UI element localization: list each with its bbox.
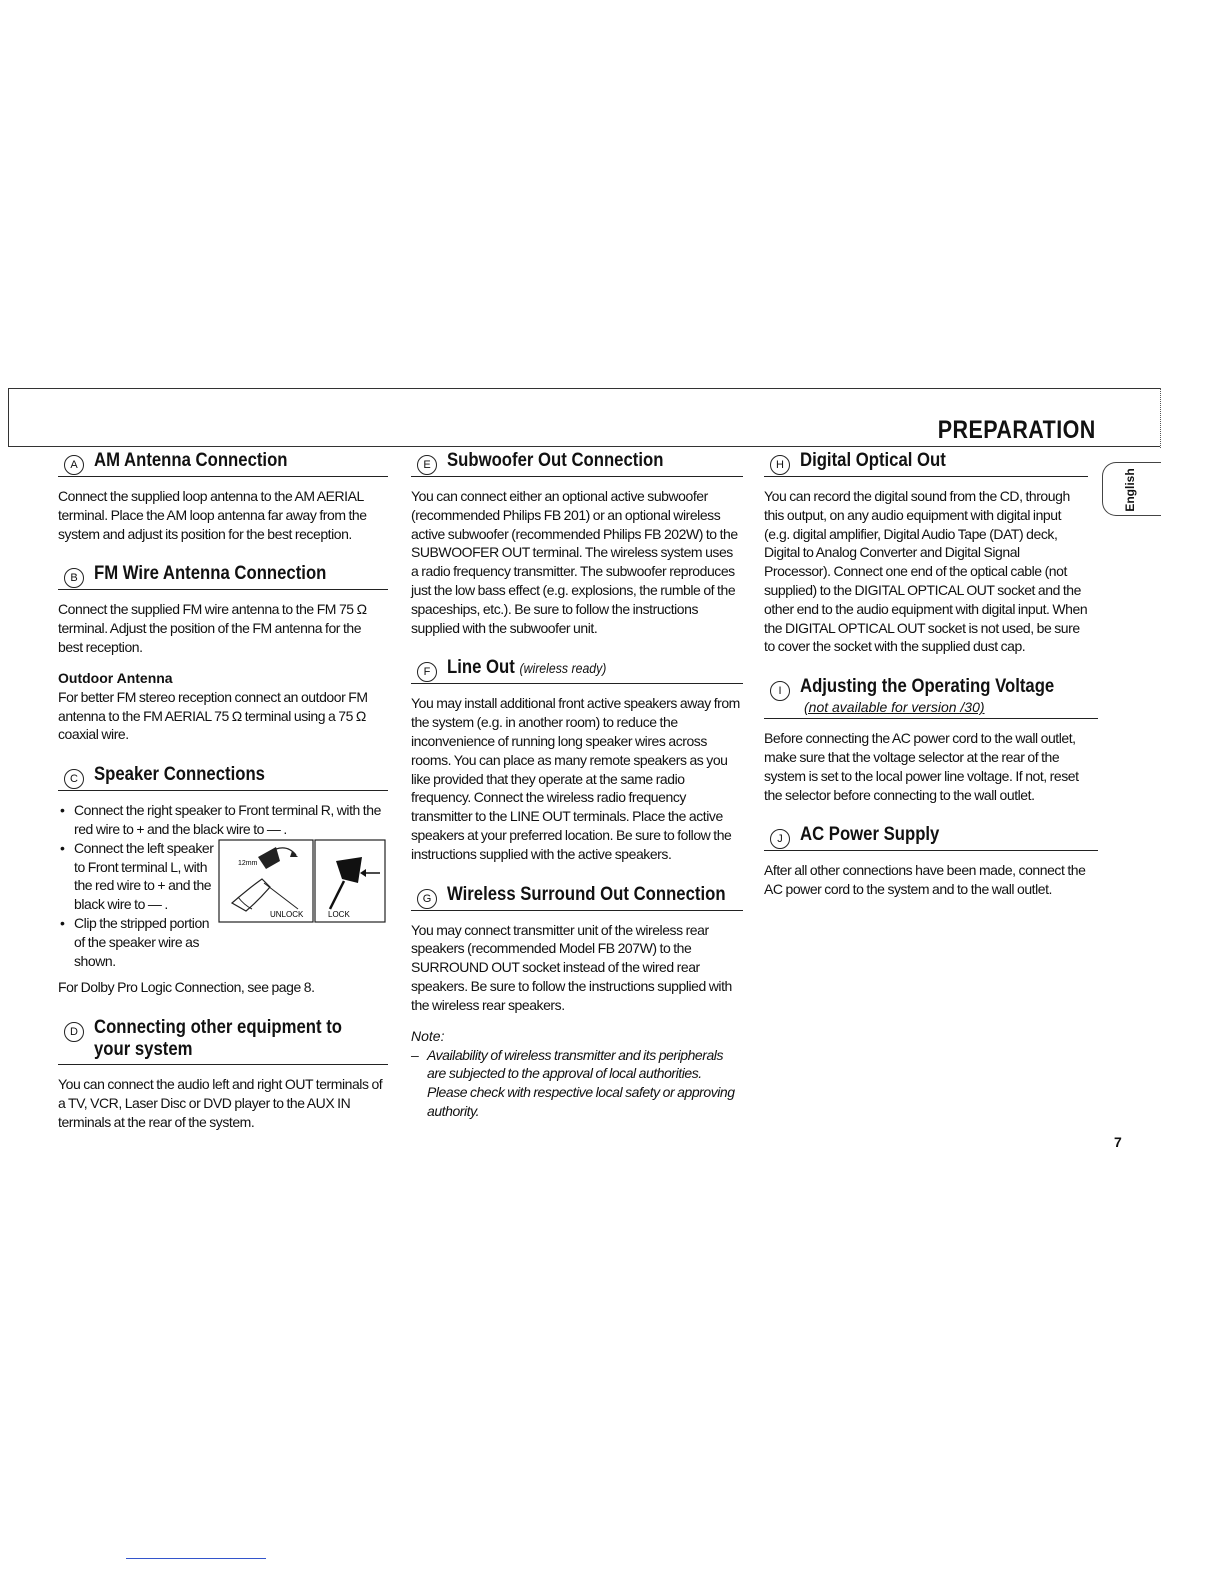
section-title-text: Connecting other equipment to your system xyxy=(94,1017,343,1061)
section-title-text: Adjusting the Operating Voltage xyxy=(800,676,1055,698)
section-title-text: Speaker Connections xyxy=(94,764,265,786)
wire-locked-icon xyxy=(330,881,344,909)
terminal-clip-icon xyxy=(258,847,280,869)
section-heading xyxy=(411,657,743,684)
section-letter-icon: E xyxy=(417,455,437,475)
section-title-text: FM Wire Antenna Connection xyxy=(94,563,327,585)
section-subwoofer-out xyxy=(411,450,743,637)
paragraph: Connect the supplied FM wire antenna to the FM 75 Ω terminal. Adjust the position of the FM antenna for the best reception. xyxy=(58,601,367,655)
page-number: 7 xyxy=(1114,1134,1122,1150)
terminal-locked-icon xyxy=(336,857,362,883)
paragraph: Before connecting the AC power cord to the wall outlet, make sure that the voltage selector at the rear of the system is set to the local power line voltage. If not, reset the selector before connecting to the wall outlet. xyxy=(764,730,1079,803)
section-letter-icon: A xyxy=(64,455,84,475)
line-out-title: Line Out xyxy=(447,657,515,679)
header-rule-left xyxy=(8,388,9,446)
section-wireless-surround xyxy=(411,884,743,1121)
paragraph: You can record the digital sound from the CD, through this output, on any audio equipment with digital input (e.g. digital amplifier, Digital Audio Tape (DAT) deck, Digital to Analog Converter and Digital Signal Processor). Connect one end of the optical cable (not supplied) to the DIGITAL OPTICAL OUT socket and the other end to the audio equipment with digital input. When the DIGITAL OPTICAL OUT socket is not used, be sure to cover the socket with the supplied dust cap. xyxy=(764,488,1088,655)
section-speaker-connections xyxy=(58,764,388,997)
lock-label: LOCK xyxy=(328,910,350,920)
column-right xyxy=(764,450,1098,899)
section-heading xyxy=(411,450,743,477)
section-heading xyxy=(58,1017,388,1065)
section-letter-icon: B xyxy=(64,568,84,588)
arrow-head-icon xyxy=(290,851,298,857)
paragraph: You can connect either an optional active subwoofer (recommended Philips FB 201) or an optional wireless active subwoofer (recommended Philips FB 202W) to the SUBWOOFER OUT terminal. The wireless system uses a radio frequency transmitter. The subwoofer reproduces just the low bass effect (e.g. explosions, the rumble of the spaceships, etc.). Be sure to follow the instructions supplied with the subwoofer unit. xyxy=(411,488,738,636)
paragraph: After all other connections have been made, connect the AC power cord to the system and to the wall outlet. xyxy=(764,862,1086,898)
section-digital-optical-out xyxy=(764,450,1088,656)
section-title-text xyxy=(447,657,606,679)
subheading-outdoor-antenna: Outdoor Antenna xyxy=(58,669,173,686)
section-am-antenna xyxy=(58,450,388,543)
paragraph: Connect the supplied loop antenna to the AM AERIAL terminal. Place the AM loop antenna far away from the system and adjust its position for the best reception. xyxy=(58,488,367,542)
measure-label: 12mm xyxy=(238,860,258,868)
list-item: • Connect the right speaker to Front terminal R, with the red wire to + and the black wire to — . xyxy=(58,801,388,839)
section-heading xyxy=(58,563,388,590)
paragraph: For better FM stereo reception connect an outdoor FM antenna to the FM AERIAL 75 Ω terminal using a 75 Ω coaxial wire. xyxy=(58,688,368,743)
section-letter-icon: I xyxy=(770,681,790,701)
note-item: – Availability of wireless transmitter and its peripherals are subjected to the approval of local authorities. Please check with respective local safety or approving authority. xyxy=(411,1046,743,1121)
section-letter-icon: J xyxy=(770,829,790,849)
section-title-text: AC Power Supply xyxy=(800,824,940,846)
language-tab xyxy=(1102,462,1161,516)
paragraph: You may connect transmitter unit of the wireless rear speakers (recommended Model FB 207W) to the SURROUND OUT socket instead of the wired rear speakers. Be sure to follow the instructions supplied with the wireless rear speakers. xyxy=(411,921,732,1013)
speaker-wire-diagram xyxy=(218,839,386,923)
header-rule-top xyxy=(8,388,1160,389)
section-heading xyxy=(764,824,1098,851)
section-title-text: Wireless Surround Out Connection xyxy=(447,883,726,905)
header-rule-bottom xyxy=(8,446,1160,447)
section-title-text: Subwoofer Out Connection xyxy=(447,450,664,471)
push-arrow-head-icon xyxy=(360,869,366,877)
column-middle xyxy=(411,450,743,1121)
language-tab-label: English xyxy=(1123,468,1137,512)
list-item-text: • Connect the left speaker to Front terminal L, with the red wire to + and the black wire to — . xyxy=(74,839,214,913)
section-title: PREPARATION xyxy=(937,416,1096,444)
section-heading xyxy=(58,764,388,791)
voltage-subtitle: (not available for version /30) xyxy=(804,699,985,716)
section-title-text: Digital Optical Out xyxy=(800,450,946,471)
section-letter-icon: D xyxy=(64,1022,84,1042)
section-heading xyxy=(764,450,1088,477)
header-rule-right xyxy=(1160,388,1161,448)
paragraph: You can connect the audio left and right OUT terminals of a TV, VCR, Laser Disc or DVD player to the AUX IN terminals at the rear of the system. xyxy=(58,1076,383,1130)
column-left xyxy=(58,450,388,1132)
unlock-label: UNLOCK xyxy=(270,910,304,920)
line-out-subtitle: (wireless ready) xyxy=(519,660,607,677)
section-heading xyxy=(764,676,1098,699)
section-heading xyxy=(411,884,743,911)
section-fm-antenna xyxy=(58,563,388,744)
section-heading xyxy=(58,450,388,477)
section-letter-icon: G xyxy=(417,889,437,909)
wire-icon xyxy=(264,883,298,909)
section-title-text: AM Antenna Connection xyxy=(94,450,288,471)
section-line-out xyxy=(411,657,743,863)
paragraph: You may install additional front active speakers away from the system (e.g. in another room) to reduce the inconvenience of running long speaker wires across rooms. You can place as many remote speakers as you like provided that they operate at the same radio frequency. Connect the wireless radio frequency transmitter to the LINE OUT terminals. Place the active speakers at your preferred location. Be sure to follow the instructions supplied with the active speakers. xyxy=(411,695,740,862)
paragraph: For Dolby Pro Logic Connection, see page 8. xyxy=(58,979,315,996)
note-label: Note: xyxy=(411,1027,445,1044)
section-letter-icon: H xyxy=(770,455,790,475)
section-operating-voltage xyxy=(764,676,1098,804)
section-other-equipment xyxy=(58,1017,388,1131)
list-item: • Clip the stripped portion of the speaker wire as shown. xyxy=(58,914,214,970)
section-letter-icon: F xyxy=(417,662,437,682)
section-letter-icon: C xyxy=(64,769,84,789)
bottom-rule xyxy=(126,1558,266,1559)
section-ac-power-supply xyxy=(764,824,1098,899)
